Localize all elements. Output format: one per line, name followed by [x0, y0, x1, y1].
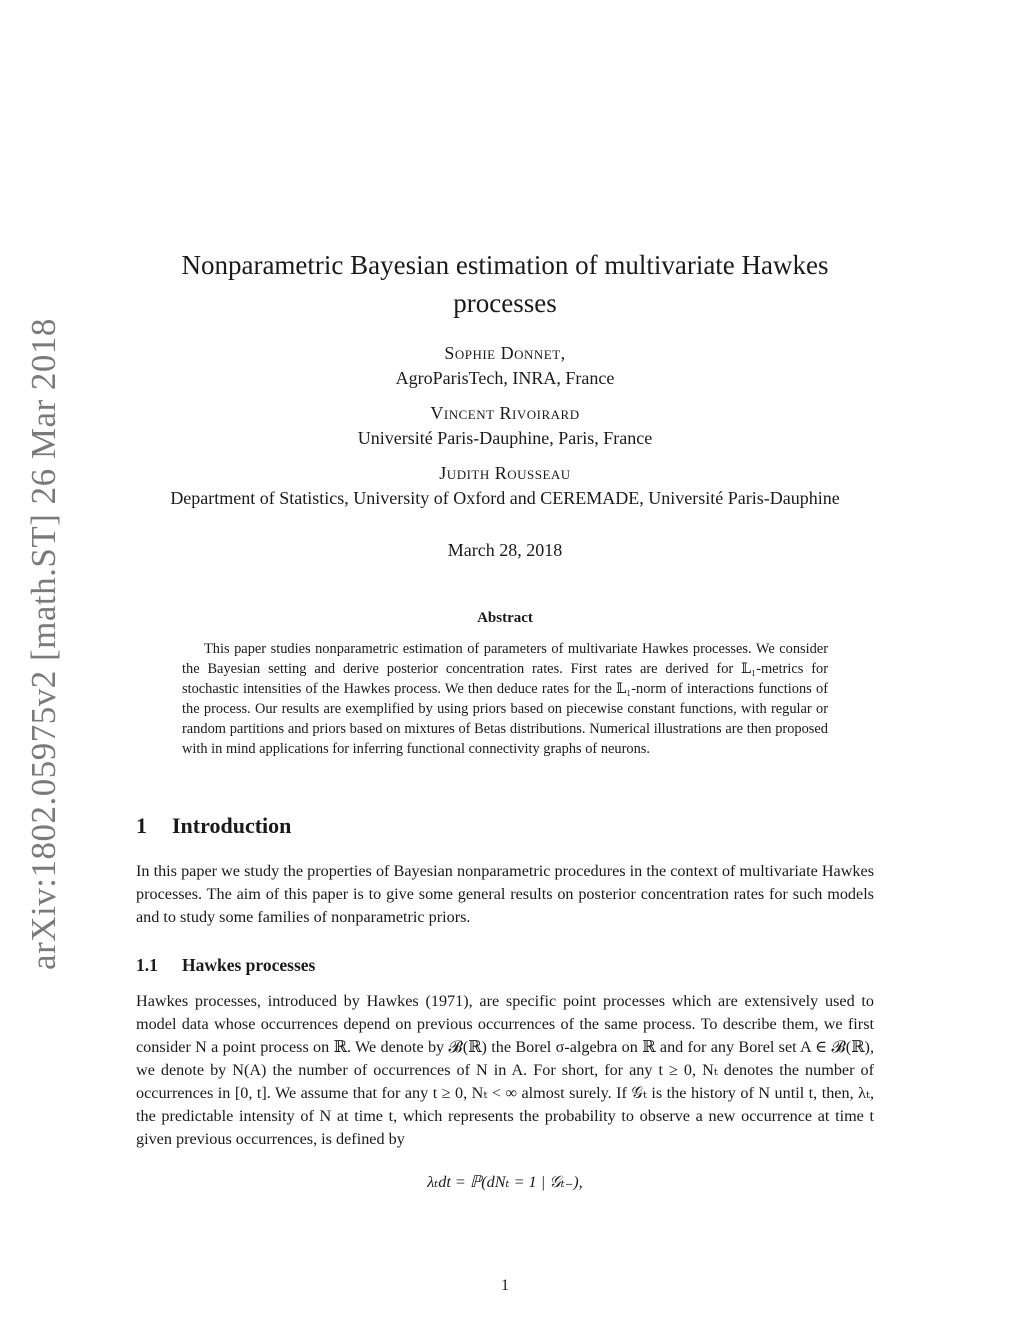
- section-heading: [136, 813, 291, 839]
- section-title: Introduction: [172, 813, 292, 838]
- author-affiliation: AgroParisTech, INRA, France: [395, 368, 615, 388]
- page-number: 1: [501, 1277, 509, 1294]
- subsection-number: 1.1: [136, 955, 158, 975]
- subsection-heading: [136, 955, 315, 976]
- section-number: 1: [136, 813, 147, 838]
- author-name: Vincent Rivoirard: [430, 403, 580, 423]
- intensity-equation: λₜdt = ℙ(dNₜ = 1 | 𝒢ₜ₋),: [427, 1173, 583, 1191]
- author-name: Sophie Donnet,: [444, 343, 566, 363]
- arxiv-identifier-stamp[interactable]: arXiv:1802.05975v2 [math.ST] 26 Mar 2018: [24, 318, 63, 970]
- author-block: [120, 403, 890, 449]
- paper-title: Nonparametric Bayesian estimation of multivariate Hawkes processes: [181, 250, 829, 318]
- author-name: Judith Rousseau: [439, 463, 571, 483]
- author-affiliation: Department of Statistics, University of Oxford and CEREMADE, Université Paris-Dauphine: [170, 488, 840, 508]
- hawkes-paragraph: Hawkes processes, introduced by Hawkes (1971), are specific point processes which are extensively used to model data whose occurrences depend on previous occurrences of the same process. To describe them, we first consider N a point process on ℝ. We denote by 𝓑(ℝ) the Borel σ-algebra on ℝ and for any Borel set A ∈ 𝓑(ℝ), we denote by N(A) the number of occurrences of N in A. For short, for any t ≥ 0, Nₜ denotes the number of occurrences in [0, t]. We assume that for any t ≥ 0, Nₜ < ∞ almost surely. If 𝒢ₜ is the history of N until t, then, λₜ, the predictable intensity of N at time t, which represents the probability to observe a new occurrence at time t given previous occurrences, is defined by: [136, 992, 874, 1148]
- introduction-paragraph: In this paper we study the properties of Bayesian nonparametric procedures in the context of multivariate Hawkes processes. The aim of this paper is to give some general results on posterior concentration rates for such models and to study some families of nonparametric priors.: [136, 862, 874, 926]
- abstract-heading: Abstract: [477, 610, 533, 626]
- author-block: [120, 343, 890, 389]
- subsection-title: Hawkes processes: [182, 955, 316, 975]
- author-block: [120, 463, 890, 509]
- abstract-text: This paper studies nonparametric estimation of parameters of multivariate Hawkes processes. We consider the Bayesian setting and derive posterior concentration rates. First rates are derived for 𝕃₁-metrics for stochastic intensities of the Hawkes process. We then deduce rates for the 𝕃₁-norm of interactions functions of the process. Our results are exemplified by using priors based on piecewise constant functions, with regular or random partitions and priors based on mixtures of Betas distributions. Numerical illustrations are then proposed with in mind applications for inferring functional connectivity graphs of neurons.: [182, 641, 828, 757]
- author-affiliation: Université Paris-Dauphine, Paris, France: [357, 428, 653, 448]
- paper-date: March 28, 2018: [447, 540, 563, 560]
